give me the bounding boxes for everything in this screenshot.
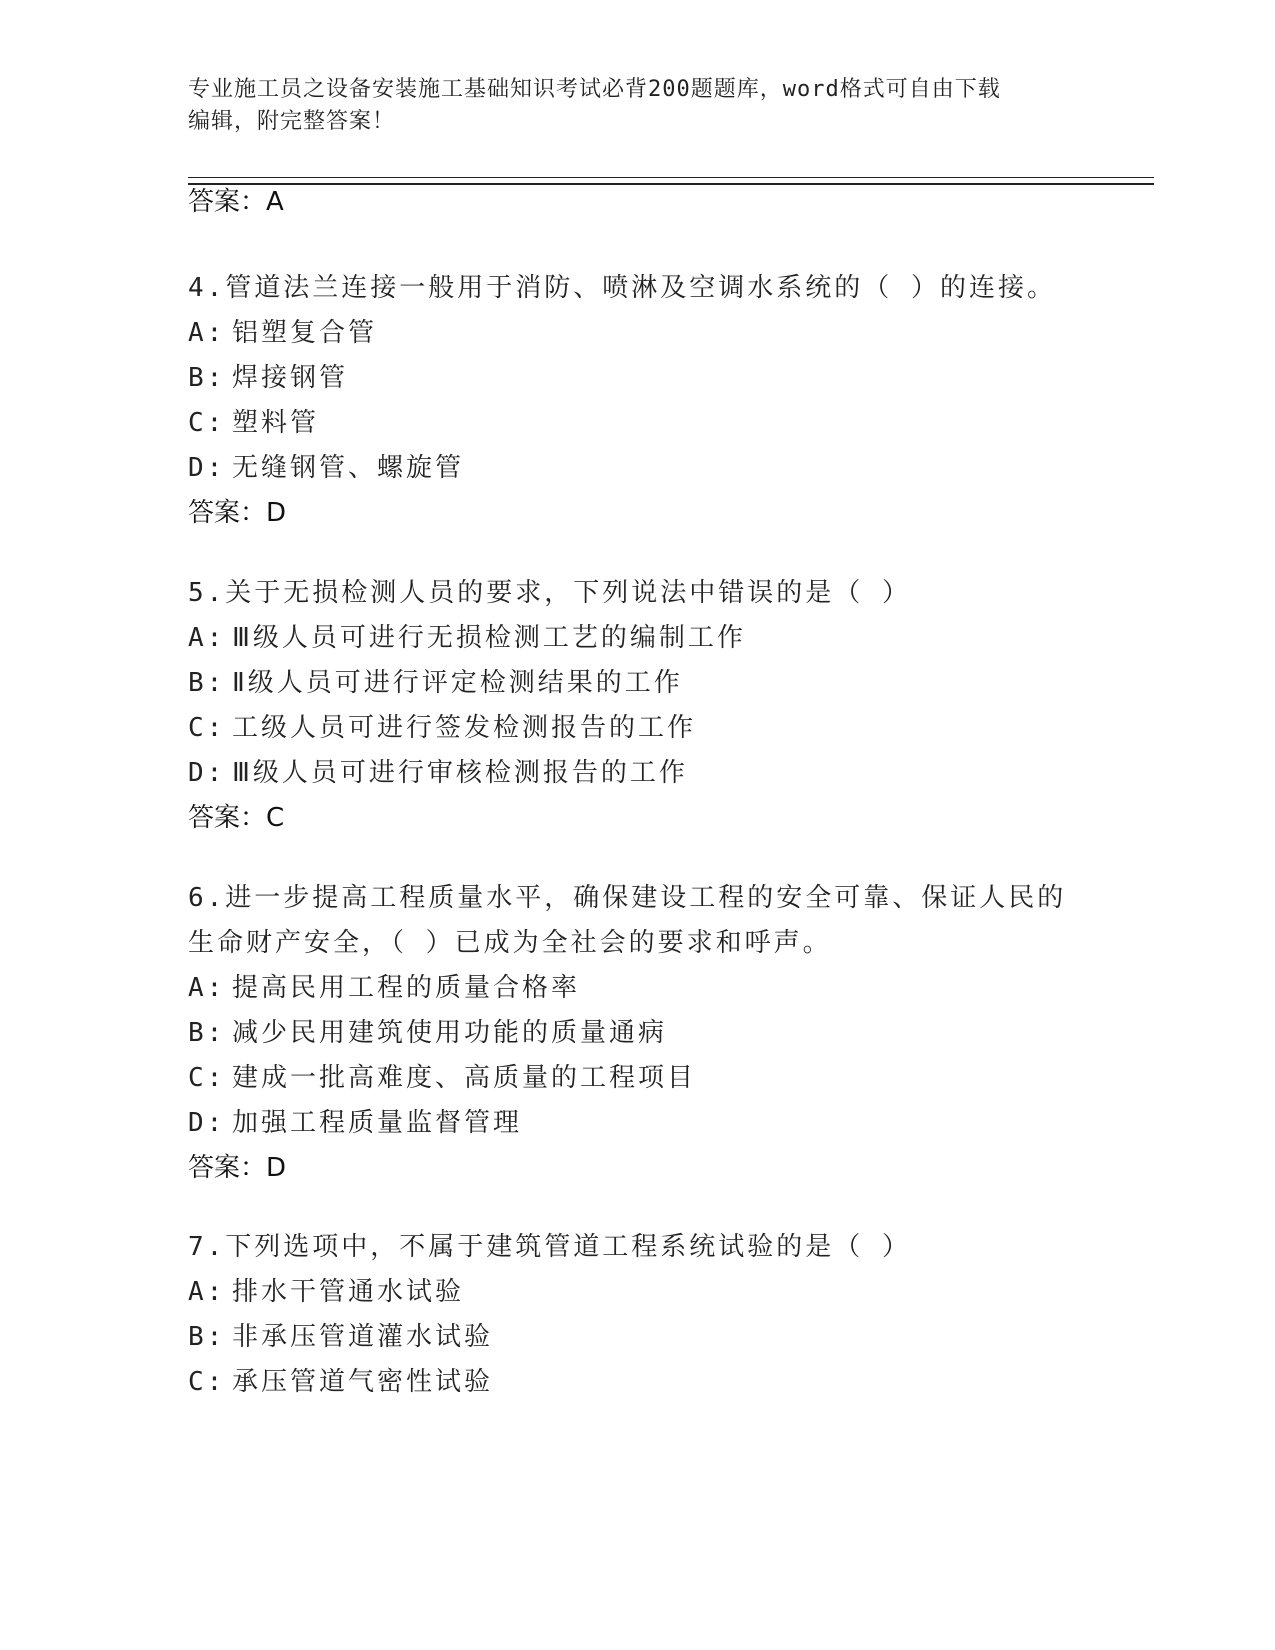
option-d: [188, 1101, 1148, 1146]
option-key: B:: [188, 1322, 226, 1352]
question-text-line-2: 生命财产安全，（ ）已成为全社会的要求和呼声。: [188, 928, 832, 958]
option-text: 排水干管通水试验: [232, 1277, 465, 1307]
question-text: 4.管道法兰连接一般用于消防、喷淋及空调水系统的（ ）的连接。: [188, 273, 1056, 303]
answer-label: 答案：A: [188, 187, 284, 217]
option-a: [188, 966, 1148, 1011]
option-text: 焊接钢管: [232, 363, 349, 393]
answer-label: 答案：C: [188, 803, 285, 833]
option-c: [188, 706, 1148, 751]
option-text: 无缝钢管、螺旋管: [232, 453, 465, 483]
answer-label: 答案：D: [188, 498, 287, 528]
option-text: 加强工程质量监督管理: [232, 1108, 523, 1138]
question-text-line-1: 6.进一步提高工程质量水平，确保建设工程的安全可靠、保证人民的: [188, 883, 1067, 913]
option-a: [188, 311, 1148, 356]
question-block-7: [188, 1225, 1148, 1405]
option-text: 铝塑复合管: [232, 318, 378, 348]
option-key: D:: [188, 1108, 226, 1138]
question-text: 5.关于无损检测人员的要求，下列说法中错误的是（ ）: [188, 578, 911, 608]
option-b: [188, 356, 1148, 401]
option-b: [188, 1011, 1148, 1056]
option-text: 建成一批高难度、高质量的工程项目: [232, 1063, 697, 1093]
previous-answer-block: [188, 180, 1148, 225]
option-b: [188, 661, 1148, 706]
option-text: 塑料管: [232, 408, 320, 438]
option-text: 非承压管道灌水试验: [232, 1322, 494, 1352]
option-key: C:: [188, 1367, 226, 1397]
question-text: 7.下列选项中，不属于建筑管道工程系统试验的是（ ）: [188, 1232, 911, 1262]
option-key: C:: [188, 713, 226, 743]
option-text: 提高民用工程的质量合格率: [232, 973, 581, 1003]
option-c: [188, 1360, 1148, 1405]
option-key: D:: [188, 453, 226, 483]
option-key: C:: [188, 1063, 226, 1093]
option-c: [188, 401, 1148, 446]
option-text: 承压管道气密性试验: [232, 1367, 494, 1397]
question-block-5: [188, 571, 1148, 841]
question-block-6: [188, 876, 1148, 1191]
option-a: [188, 616, 1148, 661]
option-text: 工级人员可进行签发检测报告的工作: [232, 713, 697, 743]
option-key: D:: [188, 758, 226, 788]
option-key: A:: [188, 623, 226, 653]
option-text: Ⅲ级人员可进行审核检测报告的工作: [232, 758, 688, 788]
option-key: B:: [188, 1018, 226, 1048]
question-block-4: [188, 266, 1148, 536]
option-text: Ⅱ级人员可进行评定检测结果的工作: [232, 668, 683, 698]
option-b: [188, 1315, 1148, 1360]
option-key: B:: [188, 363, 226, 393]
option-a: [188, 1270, 1148, 1315]
option-key: A:: [188, 1277, 226, 1307]
option-key: A:: [188, 318, 226, 348]
option-d: [188, 751, 1148, 796]
header-title-line-1: 专业施工员之设备安装施工基础知识考试必背200题题库，word格式可自由下载: [188, 77, 1001, 102]
option-c: [188, 1056, 1148, 1101]
option-text: 减少民用建筑使用功能的质量通病: [232, 1018, 668, 1048]
page-header: [188, 74, 1088, 138]
option-text: Ⅲ级人员可进行无损检测工艺的编制工作: [232, 623, 746, 653]
header-title-line-2: 编辑，附完整答案！: [188, 109, 396, 134]
option-key: B:: [188, 668, 226, 698]
option-d: [188, 446, 1148, 491]
answer-label: 答案：D: [188, 1153, 287, 1183]
option-key: A:: [188, 973, 226, 1003]
option-key: C:: [188, 408, 226, 438]
